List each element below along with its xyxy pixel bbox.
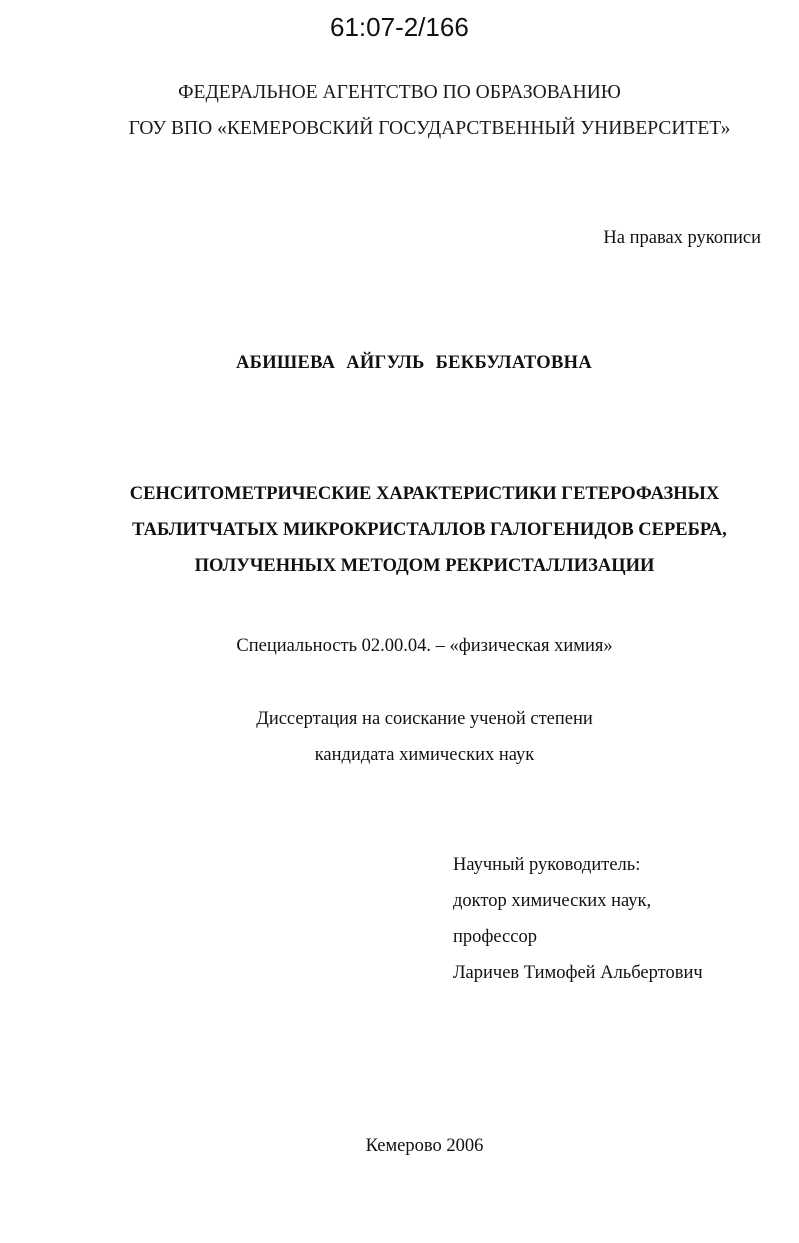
author-name: АБИШЕВА АЙГУЛЬ БЕКБУЛАТОВНА (236, 353, 592, 373)
thesis-title-line-2: ТАБЛИТЧАТЫХ МИКРОКРИСТАЛЛОВ ГАЛОГЕНИДОВ СЕРЕБРА, (132, 520, 727, 540)
supervisor-degree: доктор химических наук, (453, 891, 652, 911)
thesis-title-line-3: ПОЛУЧЕННЫХ МЕТОДОМ РЕКРИСТАЛЛИЗАЦИИ (194, 556, 655, 576)
supervisor-title: профессор (453, 927, 537, 947)
supervisor-label: Научный руководитель: (453, 855, 641, 875)
specialty: Специальность 02.00.04. – «физическая химия» (236, 636, 613, 656)
thesis-title-line-1: СЕНСИТОМЕТРИЧЕСКИЕ ХАРАКТЕРИСТИКИ ГЕТЕРОФАЗНЫХ (129, 484, 720, 504)
organization-line-2: ГОУ ВПО «КЕМЕРОВСКИЙ ГОСУДАРСТВЕННЫЙ УНИВЕРСИТЕТ» (128, 118, 731, 139)
degree-line-2: кандидата химических наук (314, 745, 535, 765)
rights-note: На правах рукописи (603, 228, 761, 248)
archive-code: 61:07-2/166 (330, 12, 469, 42)
degree-line-1: Диссертация на соискание ученой степени (256, 709, 593, 729)
place-year: Кемерово 2006 (365, 1136, 484, 1156)
supervisor-name: Ларичев Тимофей Альбертович (453, 963, 703, 983)
organization-line-1: ФЕДЕРАЛЬНОЕ АГЕНТСТВО ПО ОБРАЗОВАНИЮ (178, 82, 621, 103)
